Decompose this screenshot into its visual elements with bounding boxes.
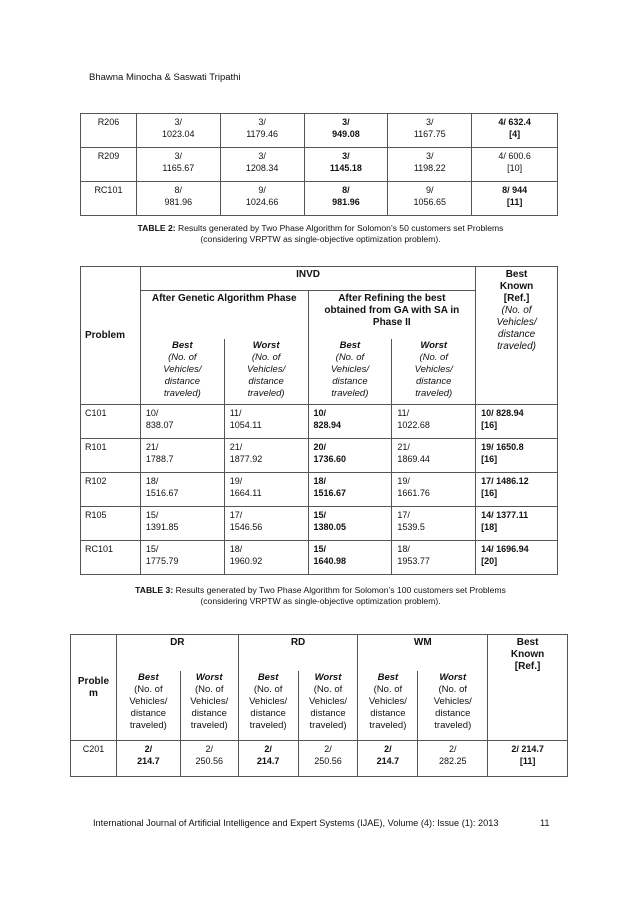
- results-table-50-customers-continued: [80, 113, 558, 216]
- table-row: [81, 148, 558, 182]
- group-header-wm: WM: [358, 635, 488, 671]
- best-known-header: Best Known [Ref.] (No. of Vehicles/ distance traveled): [476, 267, 558, 405]
- page-number: 11: [540, 818, 550, 828]
- value-cell: 3/ 1198.22: [388, 148, 472, 182]
- value-cell: 3/ 1023.04: [136, 114, 220, 148]
- best-known-cell: 14/ 1696.94 [20]: [476, 541, 558, 575]
- best-known-cell: 19/ 1650.8 [16]: [476, 439, 558, 473]
- problem-cell: RC101: [81, 541, 141, 575]
- best-known-cell: 4/ 632.4 [4]: [472, 114, 558, 148]
- value-cell: 18/ 1516.67: [308, 473, 392, 507]
- best-known-cell: 17/ 1486.12 [16]: [476, 473, 558, 507]
- best-known-cell: 8/ 944 [11]: [472, 182, 558, 216]
- value-cell: 3/ 1179.46: [220, 114, 304, 148]
- problem-header: Proble m: [71, 635, 117, 741]
- value-cell: 18/ 1953.77: [392, 541, 476, 575]
- problem-cell: R101: [81, 439, 141, 473]
- value-cell: 19/ 1664.11: [224, 473, 308, 507]
- value-cell: 17/ 1539.5: [392, 507, 476, 541]
- value-cell: 21/ 1788.7: [140, 439, 224, 473]
- value-cell: 8/ 981.96: [304, 182, 388, 216]
- value-cell: 21/ 1869.44: [392, 439, 476, 473]
- best-known-cell: 4/ 600.6 [10]: [472, 148, 558, 182]
- value-cell: 15/ 1380.05: [308, 507, 392, 541]
- phase-2-header: After Refining the best obtained from GA with SA in Phase II: [308, 291, 476, 339]
- group-header-rd: RD: [238, 635, 358, 671]
- worst-subheader: Worst (No. of Vehicles/ distance traveled): [224, 339, 308, 405]
- problem-cell: C101: [81, 405, 141, 439]
- table-row: [81, 473, 558, 507]
- problem-header: Problem: [81, 267, 141, 405]
- table-row: [81, 405, 558, 439]
- phase-1-header: After Genetic Algorithm Phase: [140, 291, 308, 339]
- journal-footer: International Journal of Artificial Intelligence and Expert Systems (IJAE), Volume (4): Issue (1): 2013: [93, 818, 499, 828]
- value-cell: 3/ 949.08: [304, 114, 388, 148]
- value-cell: 2/ 250.56: [180, 741, 238, 777]
- value-cell: 15/ 1640.98: [308, 541, 392, 575]
- value-cell: 11/ 1022.68: [392, 405, 476, 439]
- running-header-authors: Bhawna Minocha & Saswati Tripathi: [89, 72, 241, 83]
- results-table-100-customers-invd: [80, 266, 558, 575]
- value-cell: 3/ 1208.34: [220, 148, 304, 182]
- value-cell: 9/ 1056.65: [388, 182, 472, 216]
- value-cell: 2/ 282.25: [418, 741, 488, 777]
- best-known-header: Best Known [Ref.]: [488, 635, 568, 741]
- best-known-cell: 2/ 214.7 [11]: [488, 741, 568, 777]
- table-row: [71, 741, 568, 777]
- value-cell: 3/ 1145.18: [304, 148, 388, 182]
- best-subheader: Best (No. of Vehicles/ distance traveled): [358, 671, 418, 741]
- problem-cell: RC101: [81, 182, 137, 216]
- group-header-dr: DR: [116, 635, 238, 671]
- best-subheader: Best (No. of Vehicles/ distance traveled): [116, 671, 180, 741]
- invd-header: INVD: [140, 267, 475, 291]
- value-cell: 18/ 1960.92: [224, 541, 308, 575]
- value-cell: 15/ 1391.85: [140, 507, 224, 541]
- value-cell: 18/ 1516.67: [140, 473, 224, 507]
- problem-cell: R105: [81, 507, 141, 541]
- problem-cell: R209: [81, 148, 137, 182]
- table-row: [81, 182, 558, 216]
- value-cell: 17/ 1546.56: [224, 507, 308, 541]
- value-cell: 8/ 981.96: [136, 182, 220, 216]
- problem-cell: R206: [81, 114, 137, 148]
- value-cell: 3/ 1167.75: [388, 114, 472, 148]
- table-row: [81, 114, 558, 148]
- table-row: [81, 507, 558, 541]
- value-cell: 15/ 1775.79: [140, 541, 224, 575]
- best-known-cell: 14/ 1377.11 [18]: [476, 507, 558, 541]
- table-row: [81, 541, 558, 575]
- value-cell: 19/ 1661.76: [392, 473, 476, 507]
- worst-subheader: Worst (No. of Vehicles/ distance traveled): [298, 671, 358, 741]
- best-subheader: Best (No. of Vehicles/ distance traveled): [308, 339, 392, 405]
- value-cell: 2/ 214.7: [358, 741, 418, 777]
- best-subheader: Best (No. of Vehicles/ distance traveled): [238, 671, 298, 741]
- value-cell: 2/ 214.7: [116, 741, 180, 777]
- value-cell: 9/ 1024.66: [220, 182, 304, 216]
- value-cell: 11/ 1054.11: [224, 405, 308, 439]
- value-cell: 3/ 1165.67: [136, 148, 220, 182]
- table-2-caption: TABLE 2: Results generated by Two Phase Algorithm for Solomon’s 50 customers set Problems (considering VRPTW as single-objective optimization problem).: [137, 223, 504, 244]
- value-cell: 2/ 250.56: [298, 741, 358, 777]
- worst-subheader: Worst (No. of Vehicles/ distance traveled): [418, 671, 488, 741]
- value-cell: 2/ 214.7: [238, 741, 298, 777]
- value-cell: 10/ 828.94: [308, 405, 392, 439]
- value-cell: 10/ 838.07: [140, 405, 224, 439]
- problem-cell: R102: [81, 473, 141, 507]
- problem-cell: C201: [71, 741, 117, 777]
- best-known-cell: 10/ 828.94 [16]: [476, 405, 558, 439]
- results-table-100-customers-dr-rd-wm: [70, 634, 568, 777]
- worst-subheader: Worst (No. of Vehicles/ distance traveled): [392, 339, 476, 405]
- value-cell: 21/ 1877.92: [224, 439, 308, 473]
- best-subheader: Best (No. of Vehicles/ distance traveled): [140, 339, 224, 405]
- table-row: [81, 439, 558, 473]
- value-cell: 20/ 1736.60: [308, 439, 392, 473]
- worst-subheader: Worst (No. of Vehicles/ distance traveled): [180, 671, 238, 741]
- table-3-caption: TABLE 3: Results generated by Two Phase Algorithm for Solomon’s 100 customers set Problems (considering VRPTW as single-objective optimization problem).: [135, 585, 506, 606]
